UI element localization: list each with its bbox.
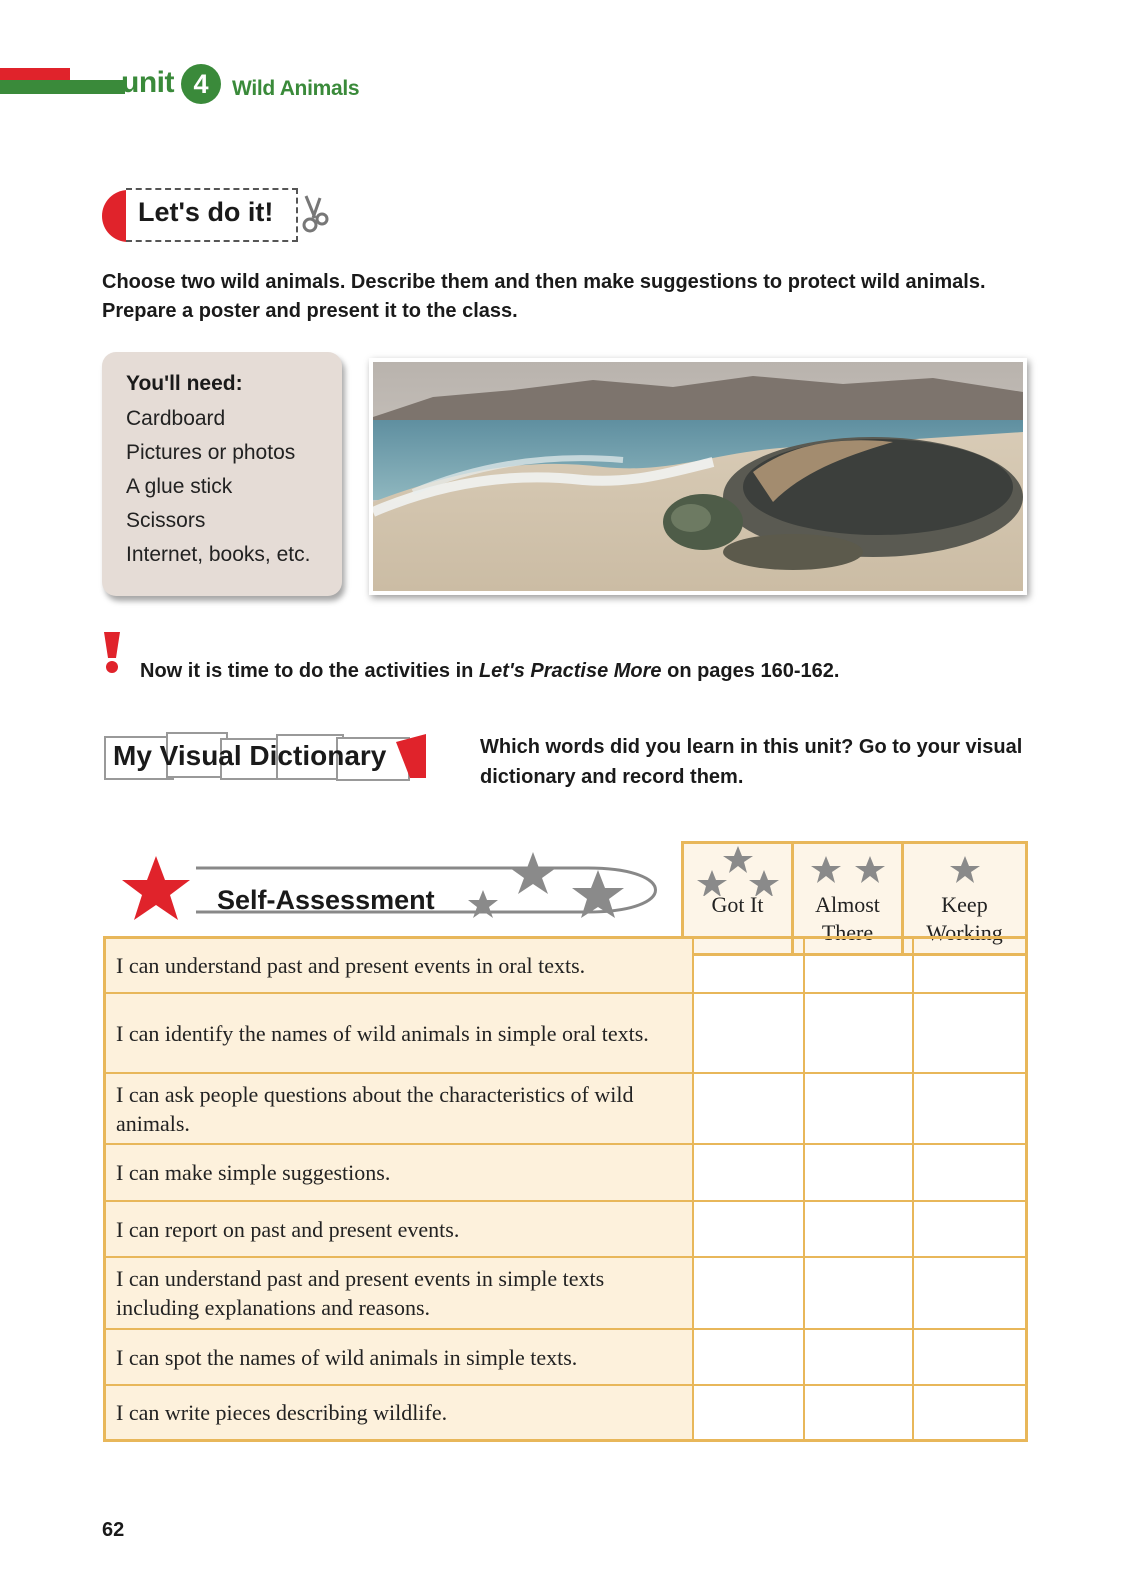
checkbox-cell-almost-there[interactable] [803,1330,914,1384]
unit-number-badge: 4 [181,64,221,104]
checkbox-cell-got-it[interactable] [694,939,805,992]
two-stars-icon [798,844,898,896]
table-row [103,1202,1028,1258]
checkbox-cell-keep-working[interactable] [912,1074,1023,1143]
materials-card [102,352,342,596]
can-do-statement: I can report on past and present events. [106,1202,694,1256]
checkbox-cell-keep-working[interactable] [912,1386,1023,1439]
exclamation-icon [100,632,124,674]
column-label: Almost [815,892,880,917]
scissors-icon [298,194,332,236]
checkbox-cell-keep-working[interactable] [912,994,1023,1072]
materials-title: You'll need: [126,372,243,395]
practice-note-text: Now it is time to do the activities in [140,660,479,682]
checkbox-cell-got-it[interactable] [694,1202,805,1256]
table-row [103,1386,1028,1442]
checkbox-cell-keep-working[interactable] [912,1258,1023,1328]
table-row [103,1258,1028,1330]
can-do-statement: I can ask people questions about the characteristics of wild animals. [106,1074,694,1143]
checkbox-cell-almost-there[interactable] [803,1145,914,1200]
materials-item: Cardboard [126,407,226,430]
checkbox-cell-got-it[interactable] [694,1074,805,1143]
can-do-statement: I can understand past and present events in oral texts. [106,939,694,992]
checkbox-cell-keep-working[interactable] [912,1330,1023,1384]
checkbox-cell-got-it[interactable] [694,1330,805,1384]
checkbox-cell-almost-there[interactable] [803,1258,914,1328]
practice-book-title: Let's Practise More [478,660,662,682]
checkbox-cell-almost-there[interactable] [803,939,914,992]
practice-note [140,660,839,683]
checkbox-cell-almost-there[interactable] [803,1386,914,1439]
turtle-beach-photo [369,358,1027,595]
unit-title: Wild Animals [232,77,360,100]
can-do-statement: I can understand past and present events in simple texts including explanations and reasons. [106,1258,694,1328]
can-do-statement: I can spot the names of wild animals in simple texts. [106,1330,694,1384]
checkbox-cell-almost-there[interactable] [803,1074,914,1143]
materials-item: Internet, books, etc. [126,543,311,566]
table-row [103,1074,1028,1145]
visual-dictionary-instructions: Which words did you learn in this unit? Go to your visual dictionary and record them. [480,736,1023,788]
checkbox-cell-got-it[interactable] [694,1258,805,1328]
table-row [103,1330,1028,1386]
table-row [103,1145,1028,1202]
can-do-statement: I can identify the names of wild animals in simple oral texts. [106,994,694,1072]
header-green-bar [0,80,125,94]
table-row [103,936,1028,994]
visual-dictionary-red-tab [396,734,438,778]
practice-note-pages: on pages 160-162. [661,660,840,682]
checkbox-cell-almost-there[interactable] [803,1202,914,1256]
self-assessment-title: Self-Assessment [217,885,435,915]
visual-dictionary-title: My Visual Dictionary [113,740,387,771]
column-label: There [821,920,874,945]
checkbox-cell-almost-there[interactable] [803,994,914,1072]
three-stars-icon [688,844,788,896]
table-row [103,994,1028,1074]
unit-label: unit [121,66,174,99]
checkbox-cell-got-it[interactable] [694,994,805,1072]
column-label: Keep [941,892,988,917]
checkbox-cell-got-it[interactable] [694,1145,805,1200]
one-star-icon [915,844,1015,896]
self-assessment-table [103,841,1028,1469]
materials-item: Pictures or photos [126,441,296,464]
checkbox-cell-keep-working[interactable] [912,939,1023,992]
checkbox-cell-keep-working[interactable] [912,1145,1023,1200]
lets-do-it-title: Let's do it! [138,197,274,227]
materials-item: Scissors [126,509,206,532]
column-label: Got It [711,892,764,917]
materials-item: A glue stick [126,475,233,498]
visual-dictionary-header [104,732,424,784]
can-do-statement: I can make simple suggestions. [106,1145,694,1200]
checkbox-cell-keep-working[interactable] [912,1202,1023,1256]
page-number: 62 [102,1519,125,1541]
can-do-statement: I can write pieces describing wildlife. [106,1386,694,1439]
column-label: Working [926,920,1003,945]
header-red-bar [0,68,70,80]
checkbox-cell-got-it[interactable] [694,1386,805,1439]
activity-instructions: Choose two wild animals. Describe them and then make suggestions to protect wild animals. Prepare a poster and present it to the class. [102,271,986,322]
